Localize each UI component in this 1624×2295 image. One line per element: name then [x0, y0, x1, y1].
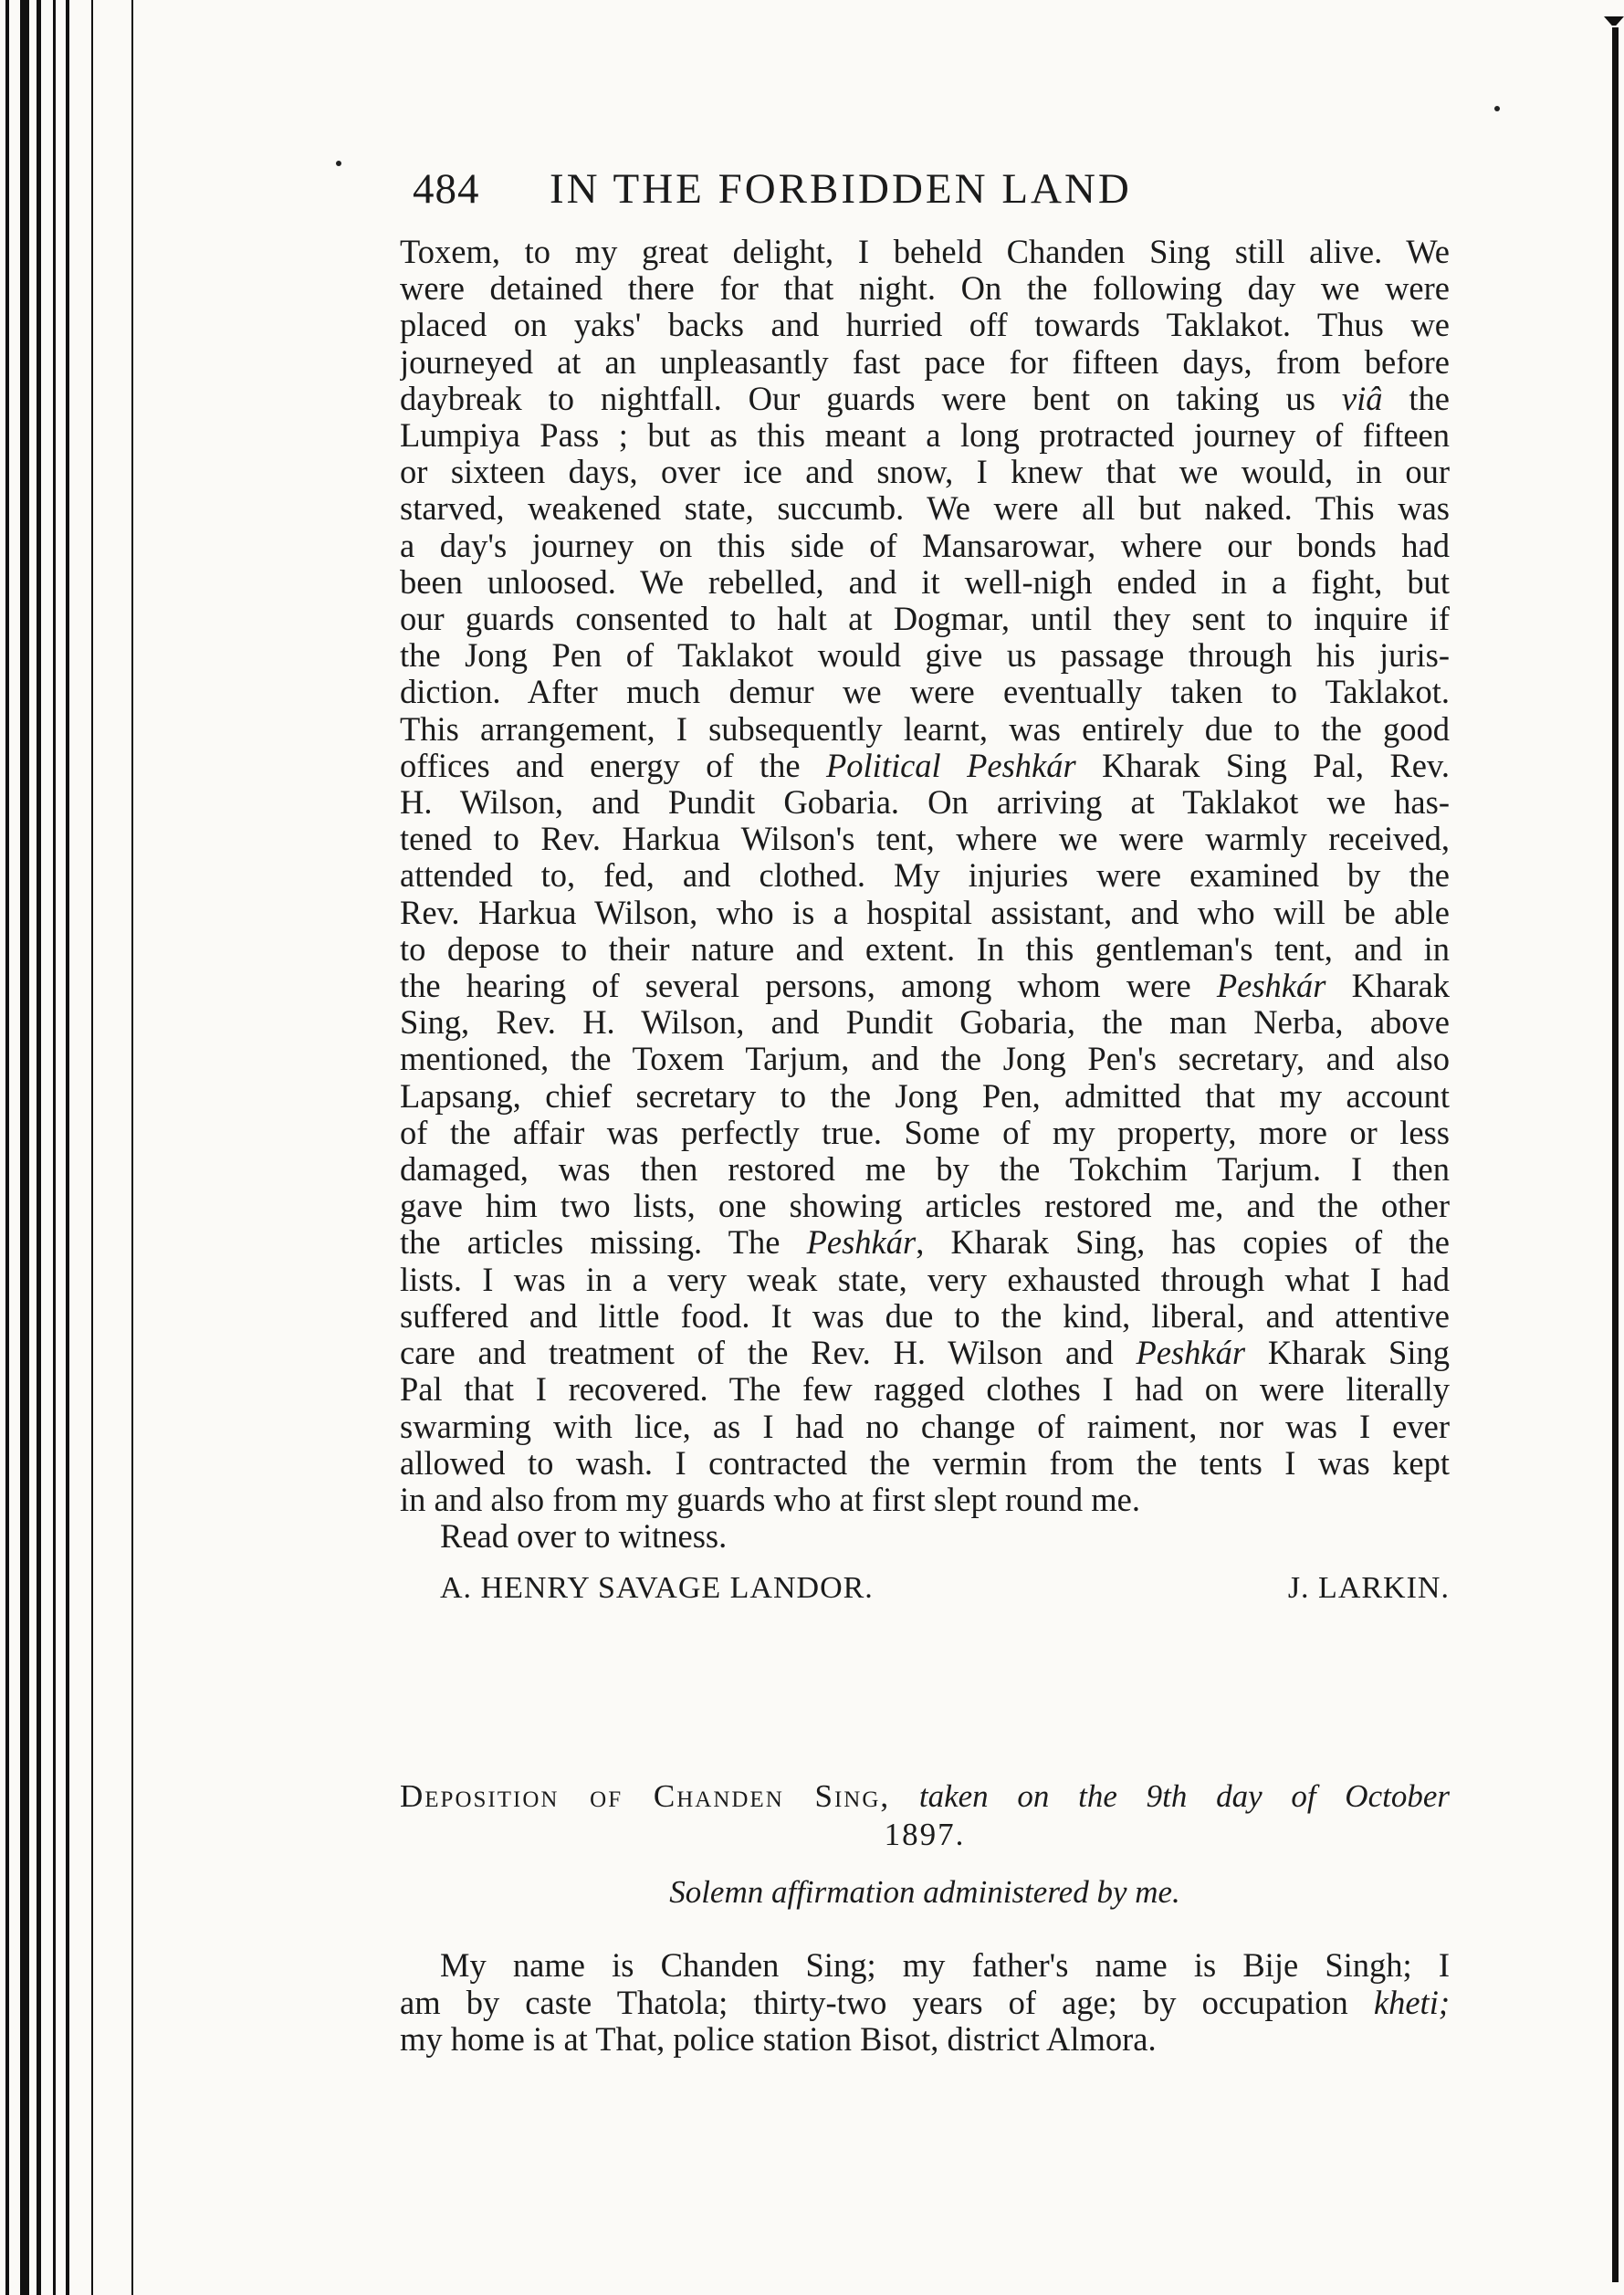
text-line: Rev. Harkua Wilson, who is a hospital assistant, and who will be able: [400, 894, 1450, 931]
text-line: our guards consented to halt at Dogmar, until they sent to inquire if: [400, 601, 1450, 638]
text-line: swarming with lice, as I had no change of raiment, nor was I ever: [400, 1408, 1450, 1445]
running-head: [400, 164, 1450, 228]
signature-left: A. HENRY SAVAGE LANDOR.: [440, 1571, 874, 1606]
scan-speck: [1494, 106, 1500, 111]
deposition-body: [400, 1947, 1450, 2058]
text-line: mentioned, the Toxem Tarjum, and the Jong Pen's secretary, and also: [400, 1041, 1450, 1078]
binding-gutter: [0, 0, 146, 2295]
deposition-year: 1897.: [884, 1817, 966, 1853]
page-number: 484: [413, 165, 480, 213]
book-page: [400, 164, 1450, 2058]
text-line: Pal that I recovered. The few ragged clothes I had on were literally: [400, 1371, 1450, 1409]
text-line: been unloosed. We rebelled, and it well-nigh ended in a fight, but: [400, 563, 1450, 601]
deposition-heading: [400, 1777, 1450, 1816]
deposition-heading-caps: Deposition of Chanden Sing,: [400, 1778, 891, 1815]
text-line: diction. After much demur we were eventually taken to Taklakot.: [400, 674, 1450, 711]
affirmation-line: Solemn affirmation administered by me.: [669, 1874, 1180, 1911]
read-over-text: Read over to witness.: [440, 1518, 728, 1556]
deposition-heading-italic: taken on the 9th day of October: [918, 1778, 1450, 1815]
text-line: starved, weakened state, succumb. We were all but naked. This was: [400, 490, 1450, 528]
text-line: of the affair was perfectly true. Some of my property, more or less: [400, 1114, 1450, 1151]
text-line: care and treatment of the Rev. H. Wilson and Peshkár Kharak Sing: [400, 1335, 1450, 1372]
page-edge-cap: [1604, 16, 1624, 26]
body-text: [400, 234, 1450, 1518]
text-line: a day's journey on this side of Mansarowar, where our bonds had: [400, 527, 1450, 564]
text-line: tened to Rev. Harkua Wilson's tent, where we were warmly received,: [400, 821, 1450, 858]
text-line: to depose to their nature and extent. In this gentleman's tent, and in: [400, 930, 1450, 968]
text-line: Lapsang, chief secretary to the Jong Pen, admitted that my account: [400, 1077, 1450, 1115]
text-line: This arrangement, I subsequently learnt, was entirely due to the good: [400, 710, 1450, 748]
text-line: were detained there for that night. On the following day we were: [400, 270, 1450, 308]
text-line: am by caste Thatola; thirty-two years of age; by occupation kheti;: [400, 1984, 1450, 2021]
text-line: my home is at That, police station Bisot, district Almora.: [400, 2020, 1157, 2058]
text-line: the Jong Pen of Taklakot would give us passage through his juris-: [400, 637, 1450, 675]
text-line: Lumpiya Pass ; but as this meant a long protracted journey of fifteen: [400, 417, 1450, 455]
text-line: allowed to wash. I contracted the vermin from the tents I was kept: [400, 1444, 1450, 1482]
running-title: IN THE FORBIDDEN LAND: [550, 165, 1132, 213]
signatures: [400, 1571, 1450, 1606]
text-line: damaged, was then restored me by the Tokchim Tarjum. I then: [400, 1151, 1450, 1189]
text-line: Toxem, to my great delight, I beheld Chanden Sing still alive. We: [400, 234, 1450, 270]
text-line: Sing, Rev. H. Wilson, and Pundit Gobaria, the man Nerba, above: [400, 1004, 1450, 1042]
text-line: offices and energy of the Political Peshkár Kharak Sing Pal, Rev.: [400, 747, 1450, 784]
text-line: H. Wilson, and Pundit Gobaria. On arriving at Taklakot we has-: [400, 784, 1450, 822]
signature-right: J. LARKIN.: [1287, 1571, 1450, 1606]
text-line: journeyed at an unpleasantly fast pace for fifteen days, from before: [400, 343, 1450, 381]
text-line: the hearing of several persons, among whom were Peshkár Kharak: [400, 968, 1450, 1005]
text-line: in and also from my guards who at first slept round me.: [400, 1481, 1140, 1518]
text-line: attended to, fed, and clothed. My injuries were examined by the: [400, 857, 1450, 895]
read-over-line: [400, 1518, 1450, 1555]
text-line: the articles missing. The Peshkár, Kharak Sing, has copies of the: [400, 1224, 1450, 1262]
text-line: placed on yaks' backs and hurried off towards Taklakot. Thus we: [400, 307, 1450, 344]
text-line: My name is Chanden Sing; my father's name is Bije Singh; I: [440, 1947, 1450, 1985]
text-line: lists. I was in a very weak state, very exhausted through what I had: [400, 1261, 1450, 1298]
text-line: gave him two lists, one showing articles restored me, and the other: [400, 1188, 1450, 1225]
text-line: or sixteen days, over ice and snow, I knew that we would, in our: [400, 454, 1450, 491]
scan-speck: [336, 161, 341, 166]
page-edge-rule: [1612, 27, 1619, 2282]
text-line: suffered and little food. It was due to the kind, liberal, and attentive: [400, 1297, 1450, 1335]
section-gap: [400, 1606, 1450, 1777]
text-line: daybreak to nightfall. Our guards were bent on taking us viâ the: [400, 380, 1450, 417]
